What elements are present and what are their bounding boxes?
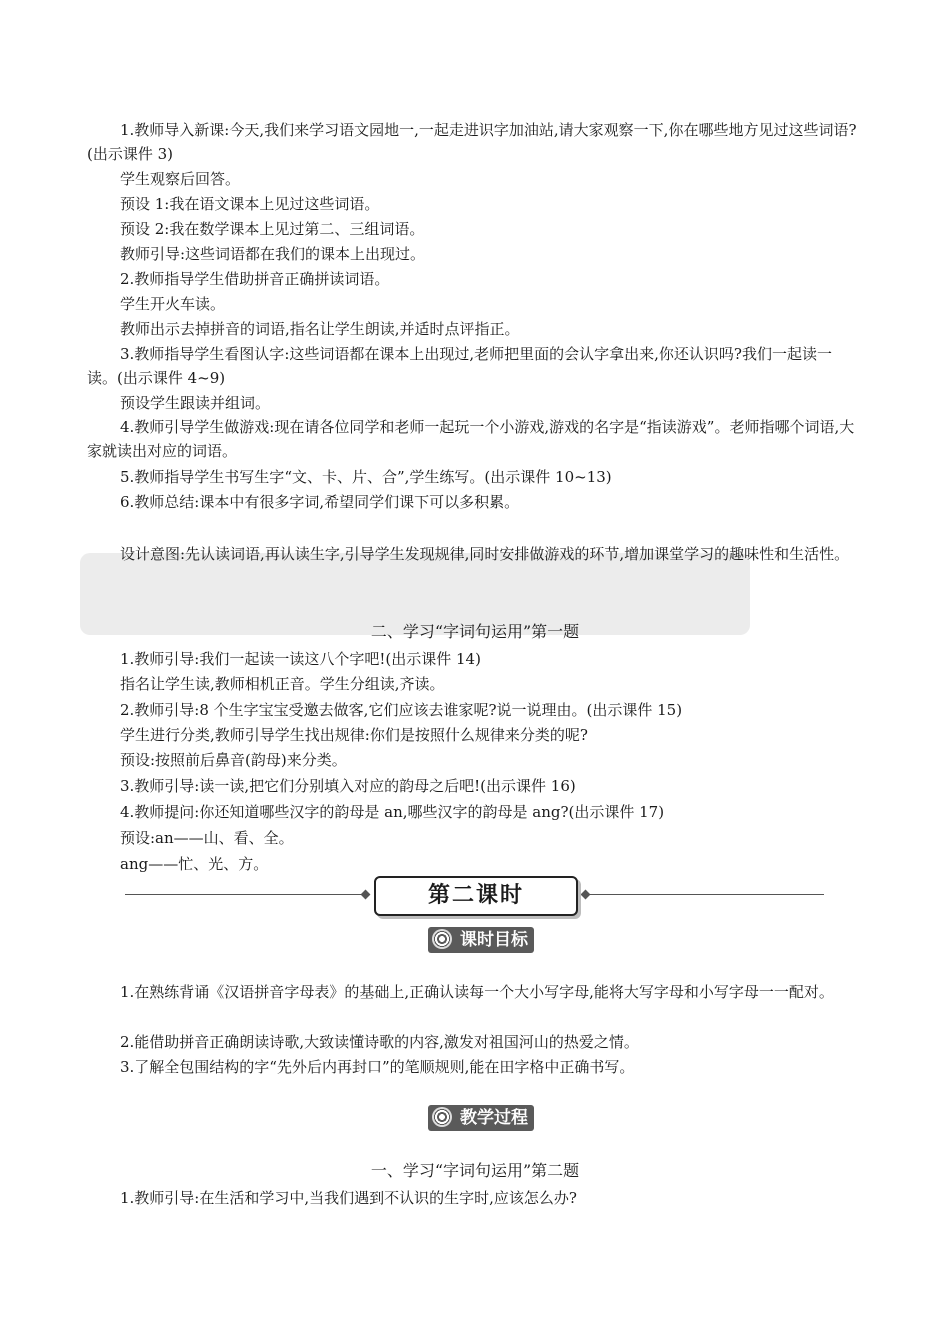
paragraph-step3: 3.教师指导学生看图认字:这些词语都在课本上出现过,老师把里面的会认字拿出来,你还认识吗?我们一起读一读。(出示课件 4~9) xyxy=(87,345,832,387)
divider-dot-left xyxy=(361,890,371,900)
paragraph-intro: 1.教师导入新课:今天,我们来学习语文园地一,一起走进识字加油站,请大家观察一下,你在哪些地方见过这些词语?(出示课件 3) xyxy=(87,121,857,163)
paragraph-line: 指名让学生读,教师相机正音。学生分组读,齐读。 xyxy=(120,675,445,693)
goals-tag-label: 课时目标 xyxy=(460,930,528,950)
paragraph-line: 学生开火车读。 xyxy=(120,295,226,313)
paragraph-line: ang——忙、光、方。 xyxy=(120,855,269,873)
goal-item: 1.在熟练背诵《汉语拼音字母表》的基础上,正确认读每一个大小写字母,能将大写字母和小写字母一一配对。 xyxy=(120,983,834,1001)
design-intent-text: 设计意图:先认读词语,再认读生字,引导学生发现规律,同时安排做游戏的环节,增加课堂学习的趣味性和生活性。 xyxy=(120,545,850,563)
paragraph-line: 6.教师总结:课本中有很多字词,希望同学们课下可以多积累。 xyxy=(120,493,520,511)
paragraph-line: 预设学生跟读并组词。 xyxy=(120,394,271,412)
paragraph-line: 预设:an——山、看、全。 xyxy=(120,829,294,847)
goals-tag xyxy=(428,927,534,953)
paragraph-line: 教师出示去掉拼音的词语,指名让学生朗读,并适时点评指正。 xyxy=(120,320,520,338)
goal-item: 2.能借助拼音正确朗读诗歌,大致读懂诗歌的内容,激发对祖国河山的热爱之情。 xyxy=(120,1033,639,1051)
paragraph-line: 2.教师引导:8 个生字宝宝受邀去做客,它们应该去谁家呢?说一说理由。(出示课件 15) xyxy=(120,701,683,719)
divider-left xyxy=(125,894,365,895)
process-tag-label: 教学过程 xyxy=(460,1108,528,1128)
divider-right xyxy=(584,894,824,895)
paragraph-line: 预设 1:我在语文课本上见过这些词语。 xyxy=(120,195,380,213)
target-icon xyxy=(432,929,452,949)
paragraph-line: 教师引导:这些词语都在我们的课本上出现过。 xyxy=(120,245,426,263)
paragraph-line: 1.教师引导:在生活和学习中,当我们遇到不认识的生字时,应该怎么办? xyxy=(120,1189,577,1207)
paragraph-line: 2.教师指导学生借助拼音正确拼读词语。 xyxy=(120,270,390,288)
paragraph-line: 预设:按照前后鼻音(韵母)来分类。 xyxy=(120,751,347,769)
paragraph-step4: 4.教师引导学生做游戏:现在请各位同学和老师一起玩一个小游戏,游戏的名字是“指读游戏”。老师指哪个词语,大家就读出对应的词语。 xyxy=(87,418,855,460)
paragraph-line: 3.教师引导:读一读,把它们分别填入对应的韵母之后吧!(出示课件 16) xyxy=(120,777,576,795)
paragraph-line: 学生观察后回答。 xyxy=(120,170,241,188)
divider-dot-right xyxy=(581,890,591,900)
lesson-banner: 第二课时 xyxy=(374,876,578,916)
process-tag xyxy=(428,1105,534,1131)
paragraph-line: 学生进行分类,教师引导学生找出规律:你们是按照什么规律来分类的呢? xyxy=(120,726,588,744)
section-heading: 一、学习“字词句运用”第二题 xyxy=(370,1161,580,1180)
target-icon xyxy=(432,1107,452,1127)
paragraph-line: 4.教师提问:你还知道哪些汉字的韵母是 an,哪些汉字的韵母是 ang?(出示课件 17) xyxy=(120,803,665,821)
section-heading: 二、学习“字词句运用”第一题 xyxy=(370,622,580,641)
paragraph-line: 1.教师引导:我们一起读一读这八个字吧!(出示课件 14) xyxy=(120,650,481,668)
paragraph-line: 预设 2:我在数学课本上见过第二、三组词语。 xyxy=(120,220,425,238)
paragraph-line: 5.教师指导学生书写生字“文、卡、片、合”,学生练写。(出示课件 10~13) xyxy=(120,468,612,486)
goal-item: 3.了解全包围结构的字“先外后内再封口”的笔顺规则,能在田字格中正确书写。 xyxy=(120,1058,635,1076)
